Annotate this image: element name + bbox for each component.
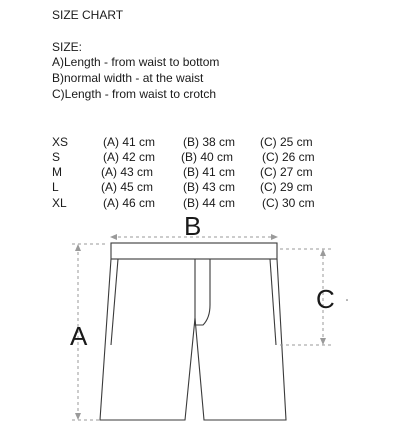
width-value: (B) 40 cm [181,150,234,164]
arrow-c-up [320,249,326,256]
fly [195,259,210,325]
arrow-b-left [110,234,117,240]
size-label: L [52,180,59,194]
length-value: (A) 42 cm [103,150,156,164]
arrow-a-up [75,244,81,251]
definition-c: C)Length - from waist to crotch [52,87,217,101]
length-value: (A) 46 cm [103,196,156,210]
label-c: C [316,284,335,314]
size-label: XS [52,135,69,149]
label-a: A [70,321,88,351]
arrow-b-right [271,234,278,240]
crotch-value: (C) 27 cm [260,165,313,179]
arrow-a-down [75,413,81,420]
crotch-value: (C) 25 cm [260,135,313,149]
length-value: (A) 45 cm [101,180,154,194]
arrow-c-down [320,338,326,345]
left-seam [111,259,118,345]
waistband [111,243,277,259]
width-value: (B) 43 cm [183,180,236,194]
crotch-value: (C) 29 cm [260,180,313,194]
right-seam [270,259,276,345]
crotch-value: (C) 26 cm [262,150,315,164]
length-value: (A) 43 cm [101,165,154,179]
size-label: S [52,150,61,164]
size-label: M [52,165,62,179]
label-b: B [184,211,202,241]
size-label: XL [52,196,67,210]
definition-b: B)normal width - at the waist [52,71,204,85]
shorts-outline [100,243,286,420]
crotch-value: (C) 30 cm [262,196,315,210]
width-value: (B) 44 cm [183,196,236,210]
length-value: (A) 41 cm [103,135,156,149]
definition-a: A)Length - from waist to bottom [52,55,220,69]
shorts-body [100,259,286,420]
width-value: (B) 41 cm [183,165,236,179]
dot-mark [346,299,348,301]
page-title: SIZE CHART [52,8,124,22]
size-heading: SIZE: [52,40,83,54]
width-value: (B) 38 cm [183,135,236,149]
